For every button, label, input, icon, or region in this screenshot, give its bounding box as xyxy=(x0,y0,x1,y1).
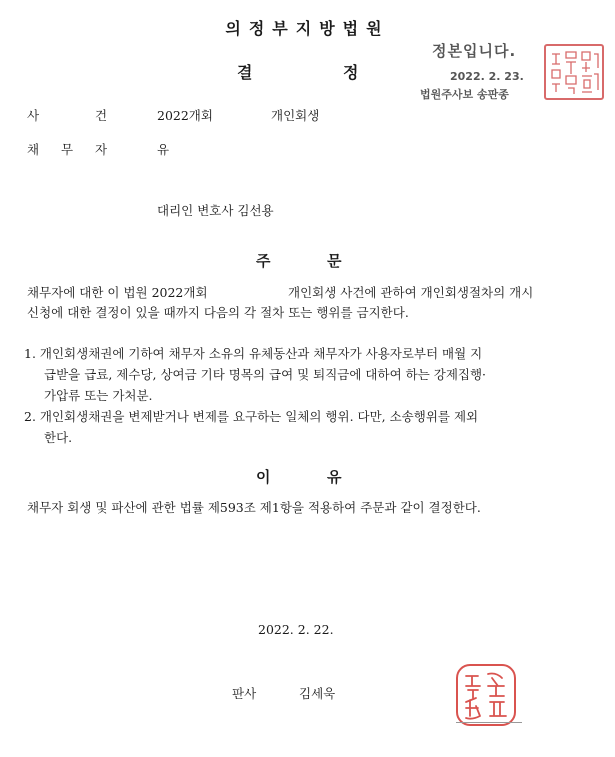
debtor-agent: 대리인 변호사 김선용 xyxy=(157,203,274,218)
court-seal-icon xyxy=(544,44,604,100)
order-item-2-line-1: 2. 개인회생채권을 변제받거나 변제를 요구하는 일체의 행위. 다만, 소송행위를 제외 xyxy=(24,409,479,424)
order-item-1-line-1: 1. 개인회생채권에 기하여 채무자 소유의 유체동산과 채무자가 사용자로부터 매월 지 xyxy=(24,346,483,361)
certified-date: 2022. 2. 23. xyxy=(450,70,524,83)
signature-line xyxy=(456,722,522,723)
doc-type-right: 정 xyxy=(343,63,359,82)
reason-title-left: 이 xyxy=(256,468,271,486)
order-intro-1b: 개인회생 사건에 관하여 개인회생절차의 개시 xyxy=(288,285,534,300)
certified-copy-title: 정본입니다. xyxy=(432,42,517,60)
order-title-left: 주 xyxy=(256,252,271,270)
order-item-2-line-2: 한다. xyxy=(44,430,73,445)
judge-name: 김세욱 xyxy=(299,686,336,701)
case-label: 사 건 xyxy=(27,108,108,123)
decision-date: 2022. 2. 22. xyxy=(258,622,334,637)
order-item-1-line-2: 급받을 급료, 제수당, 상여금 기타 명목의 급여 및 퇴직금에 대하여 하는 강제집행· xyxy=(44,367,487,382)
reason-text: 채무자 회생 및 파산에 관한 법률 제593조 제1항을 적용하여 주문과 같이 결정한다. xyxy=(27,500,481,515)
debtor-label: 채 무 자 xyxy=(27,142,108,157)
order-title-right: 문 xyxy=(327,252,342,270)
reason-title-right: 유 xyxy=(327,468,342,486)
debtor-name: 유 xyxy=(157,142,170,157)
order-intro-1a: 채무자에 대한 이 법원 2022개회 xyxy=(27,285,208,300)
certified-clerk: 법원주사보 송판종 xyxy=(420,88,509,101)
judge-seal-icon xyxy=(456,664,516,726)
case-number: 2022개회 xyxy=(157,108,213,123)
doc-type-left: 결 xyxy=(237,63,253,82)
court-name: 의정부지방법원 xyxy=(225,19,390,38)
judge-label: 판사 xyxy=(232,686,257,701)
order-item-1-line-3: 가압류 또는 가처분. xyxy=(44,388,153,403)
order-intro-2: 신청에 대한 결정이 있을 때까지 다음의 각 절차 또는 행위를 금지한다. xyxy=(27,305,409,320)
case-type: 개인회생 xyxy=(271,108,320,123)
